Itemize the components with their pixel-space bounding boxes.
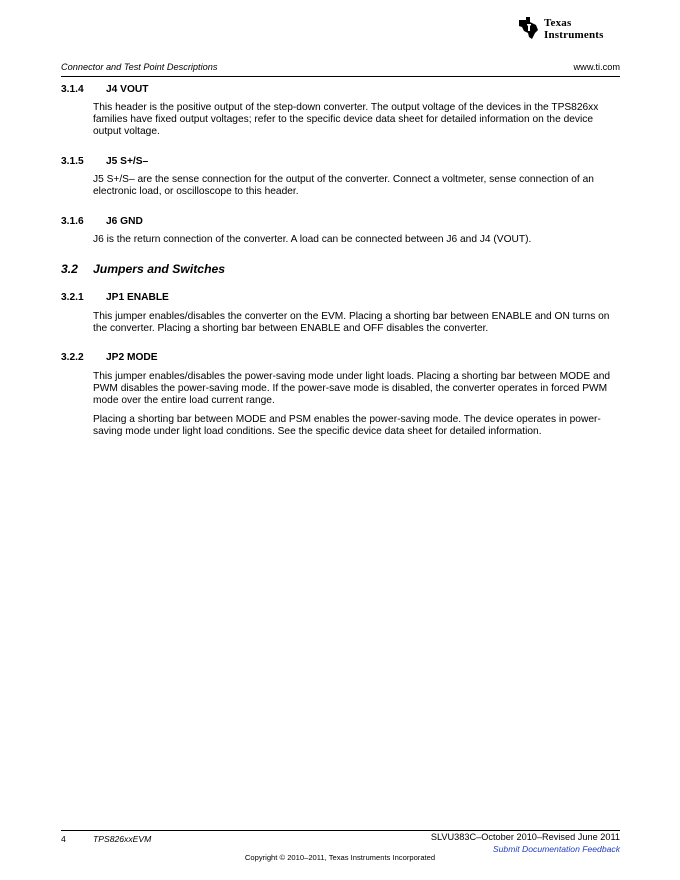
copyright: Copyright © 2010–2011, Texas Instruments Incorporated: [244, 853, 436, 862]
section-title: J6 GND: [106, 216, 143, 227]
section-paragraph: J5 S+/S– are the sense connection for the output of the converter. Connect a voltmeter, sense connection of an electronic load, or oscilloscope to this header.: [93, 174, 594, 198]
subsection-heading: [61, 262, 225, 276]
footer-divider: [61, 830, 620, 831]
section-number: 3.1.6: [61, 216, 84, 227]
section-title: J4 VOUT: [106, 84, 149, 95]
section-number: 3.2.1: [61, 292, 84, 303]
subsection-number: 3.2: [61, 262, 78, 276]
header-divider: [61, 76, 620, 77]
section-paragraph: This jumper enables/disables the power-saving mode under light loads. Placing a shorting bar between MODE and PWM disables the power-saving mode. If the power-save mode is disabled, the converter operates in forced PWM mode over the entire load current range.: [93, 371, 611, 407]
section-number: 3.1.5: [61, 156, 84, 167]
ti-logo: [516, 16, 622, 44]
section-heading: [61, 84, 148, 95]
section-heading: [61, 292, 169, 303]
feedback-link[interactable]: Submit Documentation Feedback: [492, 844, 620, 854]
logo-line1: Texas: [544, 17, 572, 29]
section-paragraph: Placing a shorting bar between MODE and PSM enables the power-saving mode. The device operates in power-saving mode under light load conditions. See the specific device data sheet for detailed information.: [93, 414, 601, 438]
subsection-title: Jumpers and Switches: [93, 262, 226, 276]
section-title: JP1 ENABLE: [106, 292, 169, 303]
section-number: 3.1.4: [61, 84, 84, 95]
header-site-link[interactable]: www.ti.com: [573, 62, 620, 72]
section-paragraph: This header is the positive output of the step-down converter. The output voltage of the devices in the TPS826xx families have fixed output voltages; refer to the specific device data sheet for detailed information on the device output voltage.: [93, 102, 599, 138]
page-number: 4: [61, 834, 66, 844]
section-heading: [61, 156, 148, 167]
header-section-title: Connector and Test Point Descriptions: [61, 62, 218, 72]
literature-number: SLVU383C–October 2010–Revised June 2011: [430, 832, 620, 842]
section-title: JP2 MODE: [106, 352, 158, 363]
document-name: TPS826xxEVM: [93, 834, 152, 844]
section-paragraph: J6 is the return connection of the converter. A load can be connected between J6 and J4 (VOUT).: [93, 234, 532, 245]
section-paragraph: This jumper enables/disables the converter on the EVM. Placing a shorting bar between ENABLE and ON turns on the converter. Placing a shorting bar between ENABLE and OFF disables the converter.: [93, 311, 610, 335]
section-heading: [61, 352, 158, 363]
section-heading: [61, 216, 143, 227]
section-number: 3.2.2: [61, 352, 84, 363]
logo-line2: Instruments: [544, 29, 604, 41]
section-title: J5 S+/S–: [106, 156, 149, 167]
texas-state-icon: [516, 16, 540, 40]
